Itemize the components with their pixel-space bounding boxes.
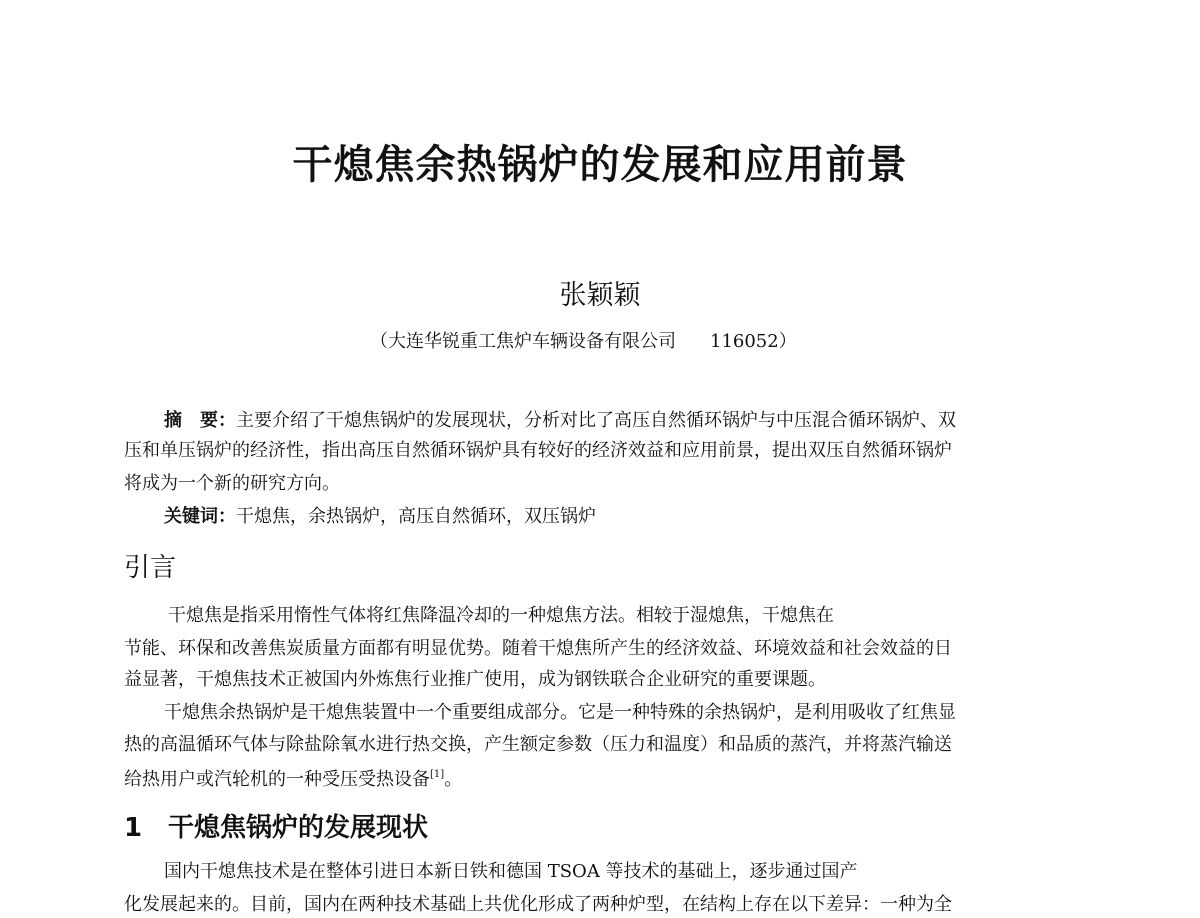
affiliation-zip: 116052）: [710, 331, 797, 352]
abstract-line: [164, 409, 956, 433]
author-name: 张颖颖: [559, 280, 641, 311]
keywords-text: 干熄焦，余热锅炉，高压自然循环，双压锅炉: [236, 506, 596, 527]
keywords-label: 关键词：: [164, 506, 236, 527]
abstract-text: 主要介绍了干熄焦锅炉的发展现状，分析对比了高压自然循环锅炉与中压混合循环锅炉、双: [236, 410, 956, 431]
body-line: [124, 763, 462, 792]
author-affiliation: [370, 327, 797, 353]
body-line: 益显著，干熄焦技术正被国内外炼焦行业推广使用，成为钢铁联合企业研究的重要课题。: [124, 669, 826, 690]
paper-title: 干熄焦余热锅炉的发展和应用前景: [292, 142, 908, 188]
keywords-line: [164, 505, 596, 529]
body-line: 干熄焦余热锅炉是干熄焦装置中一个重要组成部分。它是一种特殊的余热锅炉，是利用吸收了红焦显: [164, 702, 956, 723]
abstract-line: 将成为一个新的研究方向。: [124, 473, 340, 494]
body-line: 节能、环保和改善焦炭质量方面都有明显优势。随着干熄焦所产生的经济效益、环境效益和社会效益的日: [124, 638, 952, 659]
abstract-label: 摘 要：: [164, 410, 236, 431]
section-number: 1: [124, 813, 143, 843]
intro-heading: 引言: [124, 553, 177, 583]
section-title: 干熄焦锅炉的发展现状: [168, 813, 429, 843]
abstract-line: 压和单压锅炉的经济性，指出高压自然循环锅炉具有较好的经济效益和应用前景，提出双压自然循环锅炉: [124, 440, 952, 461]
section-1-heading: [124, 807, 428, 844]
citation-ref: [1]: [430, 769, 445, 780]
body-text: 给热用户或汽轮机的一种受压受热设备: [124, 769, 430, 790]
body-line: 干熄焦是指采用惰性气体将红焦降温冷却的一种熄焦方法。相较于湿熄焦，干熄焦在: [168, 605, 834, 626]
affiliation-org: （大连华锐重工焦炉车辆设备有限公司: [370, 331, 676, 352]
body-line: 化发展起来的。目前，国内在两种技术基础上共优化形成了两种炉型，在结构上存在以下差异：一种为全: [124, 894, 952, 915]
body-line: 国内干熄焦技术是在整体引进日本新日铁和德国 TSOA 等技术的基础上，逐步通过国产: [164, 861, 858, 882]
body-line: 热的高温循环气体与除盐除氧水进行热交换，产生额定参数（压力和温度）和品质的蒸汽，并将蒸汽输送: [124, 734, 952, 755]
body-text: 。: [444, 769, 463, 790]
